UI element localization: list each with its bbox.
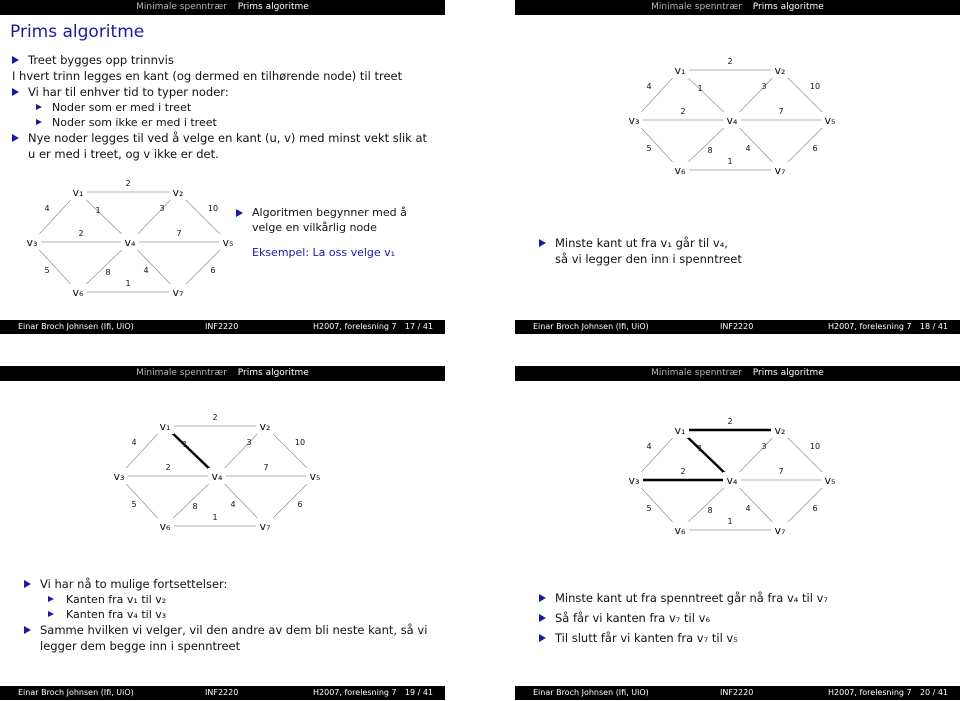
graph-diagram bbox=[620, 418, 845, 548]
page-number: 18 / 41 bbox=[919, 322, 948, 331]
bullet-item: Samme hvilken vi velger, vil den andre av dem bli neste kant, så vi bbox=[24, 622, 427, 638]
footer-author: Einar Broch Johnsen (Ifi, UiO) bbox=[18, 688, 134, 697]
bullet-triangle-icon bbox=[539, 594, 546, 602]
edge-weight-label: 10 bbox=[294, 438, 306, 447]
sub-bullet-item: Kanten fra v₁ til v₂ bbox=[24, 592, 427, 607]
footer-bar bbox=[0, 320, 445, 334]
edge-weight-label: 5 bbox=[44, 266, 50, 275]
edge-weight-label: 3 bbox=[246, 438, 252, 447]
graph-node-v5: v₅ bbox=[222, 236, 234, 249]
frame-title: Prims algoritme bbox=[10, 22, 145, 42]
edge-weight-label: 7 bbox=[778, 107, 784, 116]
slide-body bbox=[24, 576, 427, 654]
bullet-triangle-icon bbox=[12, 56, 19, 64]
slide-body bbox=[539, 588, 828, 648]
graph-node-v4: v₄ bbox=[726, 474, 738, 487]
header-bar bbox=[0, 366, 445, 381]
edge-weight-label: 4 bbox=[745, 504, 751, 513]
edge-weight-label: 10 bbox=[809, 442, 821, 451]
graph-node-v4: v₄ bbox=[726, 114, 738, 127]
graph-node-v7: v₇ bbox=[774, 164, 786, 177]
edge-weight-label: 2 bbox=[212, 413, 218, 422]
text-line: legger dem begge inn i spenntreet bbox=[40, 639, 241, 653]
bullet-item: Treet bygges opp trinnvis bbox=[12, 52, 427, 68]
graph-node-v4: v₄ bbox=[124, 236, 136, 249]
edge-weight-label: 3 bbox=[761, 82, 767, 91]
graph-node-v5: v₅ bbox=[309, 470, 321, 483]
graph-node-v2: v₂ bbox=[774, 424, 786, 437]
footer-lecture: H2007, forelesning 7 bbox=[828, 322, 912, 331]
edge-weight-label: 4 bbox=[646, 82, 652, 91]
edge-weight-label: 1 bbox=[95, 206, 101, 215]
graph-node-v6: v₆ bbox=[674, 164, 686, 177]
edge-weight-label: 1 bbox=[697, 444, 703, 453]
bullet-item: Vi har til enhver tid to typer noder: bbox=[12, 84, 427, 100]
bullet-triangle-icon bbox=[539, 614, 546, 622]
graph-node-v4: v₄ bbox=[211, 470, 223, 483]
graph-node-v2: v₂ bbox=[172, 186, 184, 199]
edge-weight-label: 8 bbox=[105, 268, 111, 277]
edge-weight-label: 6 bbox=[812, 504, 818, 513]
bullet-triangle-icon bbox=[539, 634, 546, 642]
edge-weight-label: 4 bbox=[745, 144, 751, 153]
footer-author: Einar Broch Johnsen (Ifi, UiO) bbox=[533, 322, 649, 331]
text-line: u er med i treet, og v ikke er det. bbox=[28, 147, 219, 161]
graph-node-v1: v₁ bbox=[72, 186, 84, 199]
sub-bullet-item: Noder som ikke er med i treet bbox=[12, 115, 427, 130]
edge-weight-label: 10 bbox=[809, 82, 821, 91]
edge-weight-label: 5 bbox=[131, 500, 137, 509]
edge-weight-label: 10 bbox=[207, 204, 219, 213]
footer-lecture: H2007, forelesning 7 bbox=[828, 688, 912, 697]
edge-weight-label: 8 bbox=[192, 502, 198, 511]
edge-weight-label: 3 bbox=[761, 442, 767, 451]
header-bar bbox=[515, 366, 960, 381]
slide-18 bbox=[515, 0, 960, 334]
edge-weight-label: 5 bbox=[646, 144, 652, 153]
bullet-triangle-icon bbox=[48, 596, 54, 602]
graph-node-v7: v₇ bbox=[172, 286, 184, 299]
bullet-item: Til slutt får vi kanten fra v₇ til v₅ bbox=[539, 628, 828, 648]
edge-weight-label: 2 bbox=[78, 229, 84, 238]
bullet-triangle-icon bbox=[12, 134, 19, 142]
footer-course: INF2220 bbox=[205, 322, 239, 331]
edge-weight-label: 1 bbox=[727, 517, 733, 526]
bullet-item: Så får vi kanten fra v₇ til v₆ bbox=[539, 608, 828, 628]
slide-20 bbox=[515, 366, 960, 700]
bullet-triangle-icon bbox=[24, 580, 31, 588]
bullet-triangle-icon bbox=[36, 119, 42, 125]
graph-node-v2: v₂ bbox=[774, 64, 786, 77]
edge-weight-label: 6 bbox=[297, 500, 303, 509]
edge-weight-label: 1 bbox=[125, 279, 131, 288]
edge-weight-label: 2 bbox=[680, 107, 686, 116]
graph-node-v7: v₇ bbox=[774, 524, 786, 537]
header-bar bbox=[0, 0, 445, 15]
slide-body bbox=[539, 235, 742, 267]
graph-node-v3: v₃ bbox=[26, 236, 38, 249]
edge-weight-label: 2 bbox=[165, 463, 171, 472]
footer-course: INF2220 bbox=[205, 688, 239, 697]
edge-weight-label: 4 bbox=[230, 500, 236, 509]
edge-weight-label: 1 bbox=[697, 84, 703, 93]
footer-author: Einar Broch Johnsen (Ifi, UiO) bbox=[18, 322, 134, 331]
bullet-triangle-icon bbox=[12, 88, 19, 96]
nav-subsection[interactable]: Prims algoritme bbox=[752, 368, 824, 378]
edge-weight-label: 7 bbox=[263, 463, 269, 472]
edge-weight-label: 4 bbox=[131, 438, 137, 447]
bullet-item: Vi har nå to mulige fortsettelser: bbox=[24, 576, 427, 592]
graph-diagram bbox=[620, 58, 845, 188]
graph-node-v6: v₆ bbox=[159, 520, 171, 533]
edge-weight-label: 2 bbox=[680, 467, 686, 476]
edge-weight-label: 8 bbox=[707, 146, 713, 155]
nav-section[interactable]: Minimale spenntrær bbox=[651, 2, 742, 12]
footer-course: INF2220 bbox=[720, 688, 754, 697]
edge-weight-label: 8 bbox=[707, 506, 713, 515]
edge-weight-label: 1 bbox=[727, 157, 733, 166]
bullet-triangle-icon bbox=[24, 626, 31, 634]
graph-node-v7: v₇ bbox=[259, 520, 271, 533]
graph-diagram bbox=[18, 180, 243, 310]
edge-weight-label: 3 bbox=[159, 204, 165, 213]
graph-node-v5: v₅ bbox=[824, 474, 836, 487]
sub-bullet-item: Kanten fra v₄ til v₃ bbox=[24, 607, 427, 622]
graph-node-v2: v₂ bbox=[259, 420, 271, 433]
footer-bar bbox=[0, 686, 445, 700]
nav-section[interactable]: Minimale spenntrær bbox=[136, 2, 227, 12]
nav-section[interactable]: Minimale spenntrær bbox=[136, 368, 227, 378]
edge-weight-label: 7 bbox=[176, 229, 182, 238]
bullet-item: Nye noder legges til ved å velge en kant (u, v) med minst vekt slik at bbox=[12, 130, 427, 146]
footer-author: Einar Broch Johnsen (Ifi, UiO) bbox=[533, 688, 649, 697]
edge-weight-label: 6 bbox=[812, 144, 818, 153]
text-line: velge en vilkårlig node bbox=[252, 221, 377, 234]
page-number: 20 / 41 bbox=[919, 688, 948, 697]
bullet-triangle-icon bbox=[48, 611, 54, 617]
graph-node-v1: v₁ bbox=[674, 424, 686, 437]
graph-node-v1: v₁ bbox=[674, 64, 686, 77]
graph-node-v3: v₃ bbox=[113, 470, 125, 483]
edge-weight-label: 2 bbox=[727, 57, 733, 66]
edge-weight-label: 2 bbox=[125, 179, 131, 188]
bullet-triangle-icon bbox=[539, 239, 546, 247]
graph-node-v6: v₆ bbox=[674, 524, 686, 537]
example-line: Eksempel: La oss velge v₁ bbox=[252, 246, 396, 259]
footer-bar bbox=[515, 320, 960, 334]
nav-subsection[interactable]: Prims algoritme bbox=[237, 2, 309, 12]
slide-17 bbox=[0, 0, 445, 334]
footer-bar bbox=[515, 686, 960, 700]
text-line: I hvert trinn legges en kant (og dermed en tilhørende node) til treet bbox=[12, 69, 403, 83]
graph-node-v5: v₅ bbox=[824, 114, 836, 127]
footer-lecture: H2007, forelesning 7 bbox=[313, 322, 397, 331]
bullet-item: Minste kant ut fra spenntreet går nå fra v₄ til v₇ bbox=[539, 588, 828, 608]
bullet-triangle-icon bbox=[236, 209, 243, 217]
bullet-triangle-icon bbox=[36, 104, 42, 110]
graph-node-v3: v₃ bbox=[628, 114, 640, 127]
nav-subsection[interactable]: Prims algoritme bbox=[237, 368, 309, 378]
bullet-item: Algoritmen begynner med å bbox=[236, 205, 407, 220]
text-line: så vi legger den inn i spenntreet bbox=[555, 252, 742, 266]
footer-lecture: H2007, forelesning 7 bbox=[313, 688, 397, 697]
graph-node-v1: v₁ bbox=[159, 420, 171, 433]
page-number: 19 / 41 bbox=[404, 688, 433, 697]
graph-node-v6: v₆ bbox=[72, 286, 84, 299]
sub-bullet-item: Noder som er med i treet bbox=[12, 100, 427, 115]
page-number: 17 / 41 bbox=[404, 322, 433, 331]
slide-side-text bbox=[236, 205, 407, 260]
footer-course: INF2220 bbox=[720, 322, 754, 331]
edge-weight-label: 4 bbox=[44, 204, 50, 213]
slide-19 bbox=[0, 366, 445, 700]
edge-weight-label: 1 bbox=[182, 440, 188, 449]
edge-weight-label: 4 bbox=[646, 442, 652, 451]
edge-weight-label: 1 bbox=[212, 513, 218, 522]
graph-diagram bbox=[105, 414, 330, 544]
edge-weight-label: 5 bbox=[646, 504, 652, 513]
bullet-item: Minste kant ut fra v₁ går til v₄, bbox=[539, 235, 742, 251]
nav-section[interactable]: Minimale spenntrær bbox=[651, 368, 742, 378]
edge-weight-label: 4 bbox=[143, 266, 149, 275]
nav-subsection[interactable]: Prims algoritme bbox=[752, 2, 824, 12]
slide-body bbox=[12, 52, 427, 162]
graph-node-v3: v₃ bbox=[628, 474, 640, 487]
header-bar bbox=[515, 0, 960, 15]
edge-weight-label: 2 bbox=[727, 417, 733, 426]
edge-weight-label: 7 bbox=[778, 467, 784, 476]
edge-weight-label: 6 bbox=[210, 266, 216, 275]
